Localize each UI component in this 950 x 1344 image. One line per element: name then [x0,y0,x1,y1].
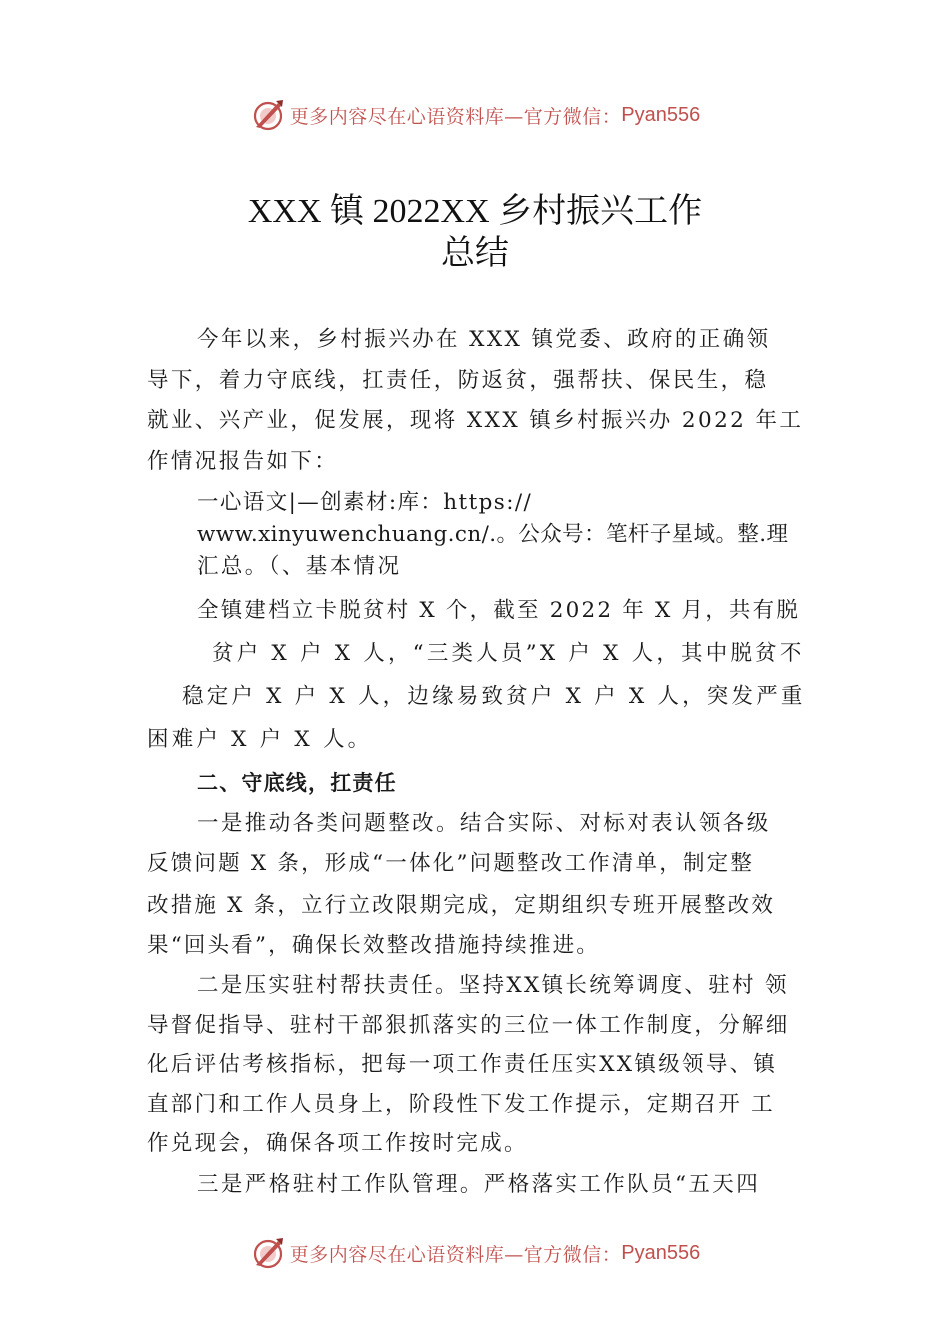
body-line: 一是推动各类问题整改。结合实际、对标对表认领各级 [197,811,771,836]
body-line: 导督促指导、驻村干部狠抓落实的三位一体工作制度，分解细 [147,1013,790,1038]
body-line: 果“回头看”，确保长效整改措施持续推进。 [147,933,600,958]
body-line: 作兑现会，确保各项工作按时完成。 [147,1131,528,1156]
body-line: 直部门和工作人员身上，阶段性下发工作提示，定期召开 工 [147,1092,775,1117]
body-line: 贫户 X 户 X 人，“三类人员”X 户 X 人，其中脱贫不 [212,641,805,666]
body-line: 化后评估考核指标，把每一项工作责任压实XX镇级领导、镇 [147,1052,778,1077]
body-line: 改措施 X 条，立行立改限期完成，定期组织专班开展整改效 [147,893,776,918]
body-line: 困难户 X 户 X 人。 [147,727,373,752]
body-line: 二是压实驻村帮扶责任。坚持XX镇长统筹调度、驻村 领 [197,973,789,998]
body-line: 稳定户 X 户 X 人，边缘易致贫户 X 户 X 人，突发严重 [182,684,806,709]
wechat-id: Pyan556 [621,1241,701,1264]
watermark-banner-top [0,95,950,135]
body-line: 作情况报告如下： [147,449,339,474]
body-line: 就业、兴产业，促发展，现将 XXX 镇乡村振兴办 2022 年工 [147,408,804,433]
document-title-line-2: 总结 [441,235,509,272]
body-line: 反馈问题 X 条，形成“一体化”问题整改工作清单，制定整 [147,851,755,876]
document-title-line-1: XXX 镇 2022XX 乡村振兴工作 [247,193,703,230]
body-line: 导下，着力守底线，扛责任，防返贫，强帮扶、保民生，稳 [147,368,769,393]
quill-logo-icon [250,97,286,133]
watermark-text: 更多内容尽在心语资料库—官方微信： [289,105,622,128]
wechat-id: Pyan556 [621,103,701,126]
watermark-text: 更多内容尽在心语资料库—官方微信： [289,1243,622,1266]
body-line: 三是严格驻村工作队管理。严格落实工作队员“五天四 [197,1172,761,1197]
body-line: www.xinyuwenchuang.cn/.。公众号：笔杆子星域。整.理 [197,522,789,547]
body-line: 汇总。（、基本情况 [197,554,402,579]
body-line: 今年以来，乡村振兴办在 XXX 镇党委、政府的正确领 [197,327,771,352]
body-line: 一心语文|—创素材:库：https:// [197,490,533,515]
section-heading: 二、守底线，扛责任 [197,771,397,795]
watermark-banner-bottom [0,1233,950,1273]
quill-logo-icon [250,1235,286,1271]
body-line: 全镇建档立卡脱贫村 X 个，截至 2022 年 X 月，共有脱 [197,598,801,623]
